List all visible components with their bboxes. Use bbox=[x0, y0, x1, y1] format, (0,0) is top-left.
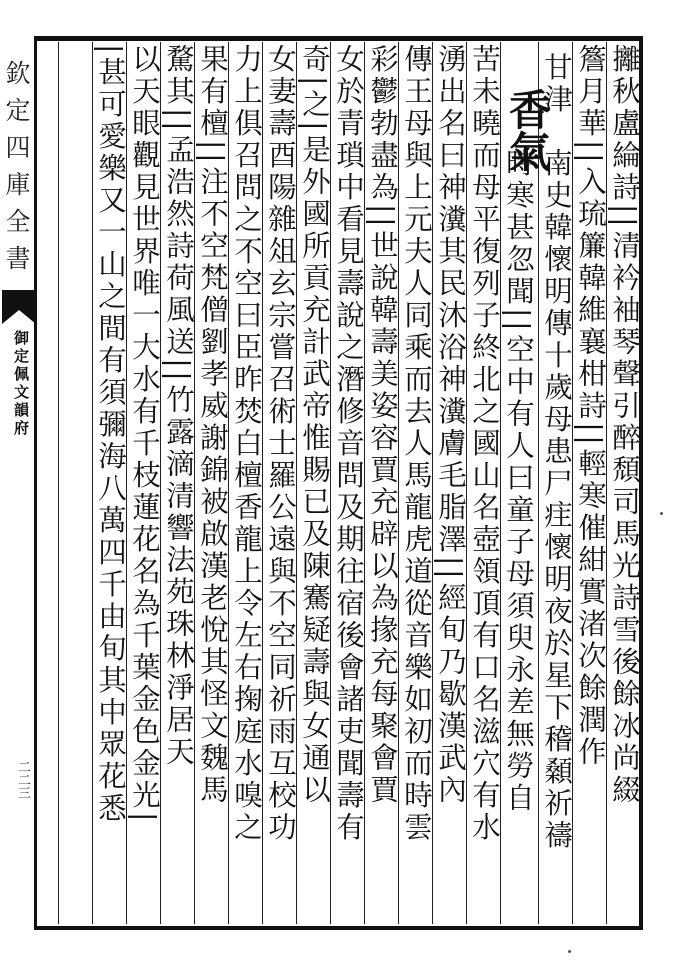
paper-speck bbox=[660, 512, 663, 515]
book-title: 欽定四庫全書 bbox=[2, 60, 31, 282]
text-column-6: 湧出名曰神瀵其民沐浴神瀵膚毛脂澤||經旬乃歇漢武內 bbox=[434, 44, 467, 807]
frame-top-rule bbox=[34, 36, 642, 41]
column-divider bbox=[58, 42, 59, 924]
text-column-10: 奇|之|是外國所貢充計武帝惟賜已及陳騫疑壽與女通以 bbox=[298, 44, 331, 807]
text-column-1: 攡秋盧綸詩||清衿袖琴聲引醉頹司馬光詩雪後餘冰尚綴 bbox=[608, 44, 641, 807]
text-column-5: 苦未曉而母平復列子終北之國山名壺領頂有口名滋穴有水 bbox=[468, 44, 501, 844]
heading-ganjin: 甘津 bbox=[540, 52, 573, 116]
text-column-12: 力上俱召問之不空曰臣昨焚白檀香龍上令左右掬庭水嗅之 bbox=[230, 44, 263, 844]
page-number: 二二三 bbox=[15, 760, 30, 799]
text-column-13: 果有檀||注不空梵僧劉孝威謝錦被啟漢老悅其怪文魏馬 bbox=[196, 44, 229, 807]
volume-title: 御定佩文韻府 bbox=[12, 330, 30, 438]
text-column-8: 彩鬱勃盡為||世說韓壽美姿容賈充辟以為掾充每聚會賈 bbox=[366, 44, 399, 807]
text-column-2: 簷月華||入琉簾韓維襄柑詩||輕寒催紺實渚次餘潤作 bbox=[574, 44, 607, 769]
heading-xiangqi: 香氣 bbox=[503, 88, 552, 172]
text-column-16: |甚可愛樂又一山之間有須彌海八萬四千由旬其中眾花悉 bbox=[94, 44, 127, 826]
text-column-3: 南史韓懷明傳十歲母患尸疰懷明夜於星下稽顙祈禱 bbox=[540, 148, 573, 852]
text-column-14: 騖其||孟浩然詩荷風送||竹露滴清響法苑珠林淨居天 bbox=[162, 44, 195, 769]
fishtail-mark-icon bbox=[2, 290, 36, 324]
text-column-11: 女妻壽酉陽雜俎玄宗嘗召術士羅公遠與不空同祈雨互校功 bbox=[264, 44, 297, 844]
paper-speck bbox=[568, 950, 571, 953]
text-column-7: 傳王母與上元夫人同乘而去人馬龍虎道從音樂如初而時雲 bbox=[400, 44, 433, 844]
text-column-15: 以天眼觀見世界唯一大水有千枝蓮花名為千葉金色金光| bbox=[128, 44, 161, 826]
text-column-4: 時寒甚忽聞||空中有人曰童子母須臾永差無勞自 bbox=[502, 148, 535, 815]
text-column-9: 女於青瑣中看見壽說之潛修音問及期往宿後會諸吏聞壽有 bbox=[332, 44, 365, 844]
frame-left-rule bbox=[34, 36, 37, 930]
